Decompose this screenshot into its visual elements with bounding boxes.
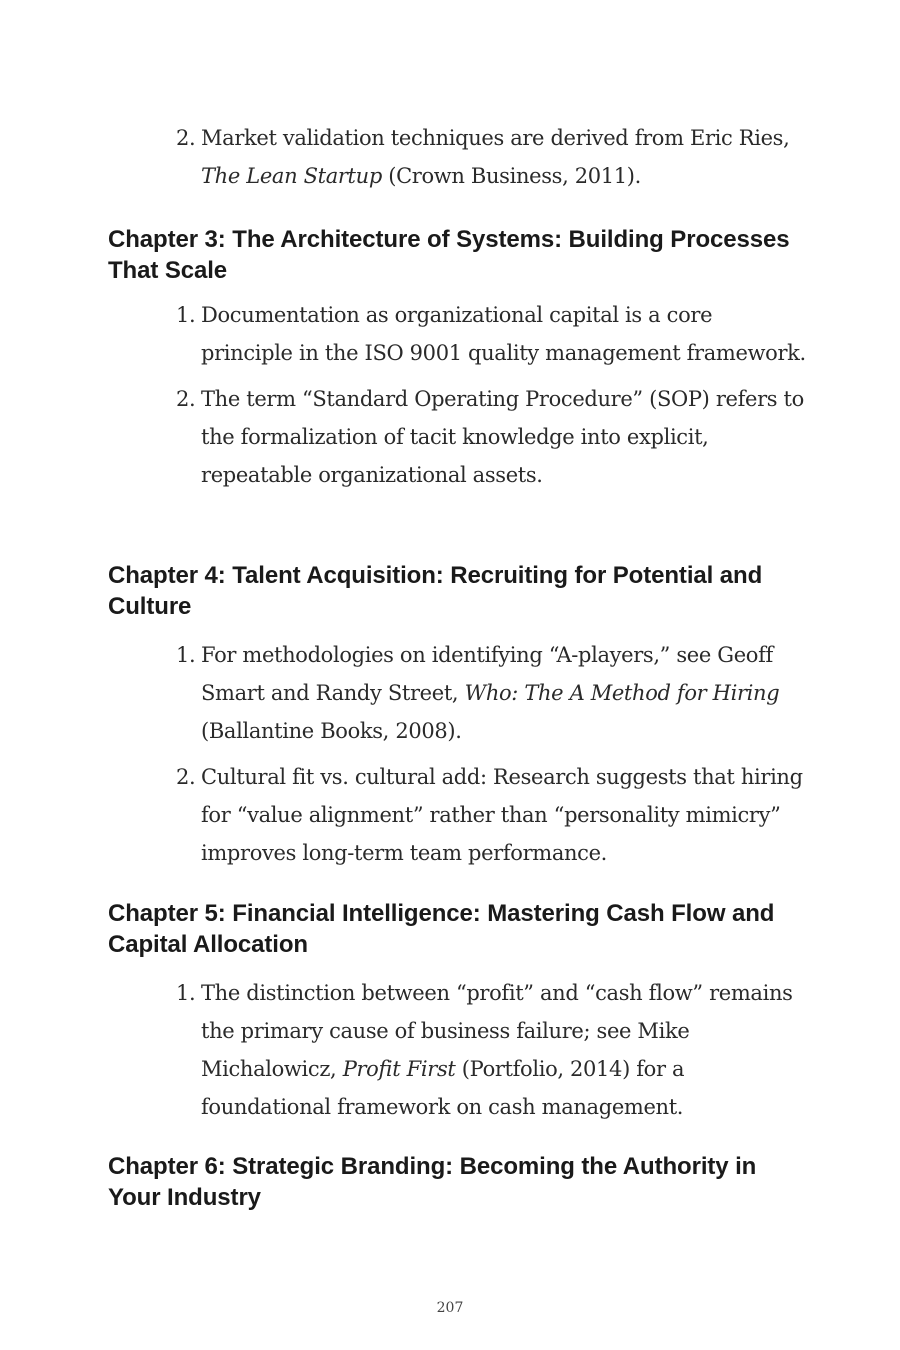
book-title: Who: The A Method for Hiring — [464, 681, 780, 705]
endnote-text: Documentation as organizational capital is a core principle in the ISO 9001 quality management framework. — [201, 303, 806, 365]
chapter-heading: Chapter 6: Strategic Branding: Becoming the Authority in Your Industry — [108, 1153, 757, 1211]
endnote-number: 1. — [176, 303, 196, 327]
endnote-item — [108, 974, 808, 1126]
endnote-item — [108, 296, 808, 372]
chapter-heading: Chapter 5: Financial Intelligence: Mastering Cash Flow and Capital Allocation — [108, 900, 775, 958]
notes-section-chapter-5 — [108, 898, 808, 1126]
endnote-text: For methodologies on identifying “A-players,” see Geoff Smart and Randy Street, — [201, 643, 773, 705]
notes-section — [108, 119, 808, 195]
endnote-text: The distinction between “profit” and “cash flow” remains the primary cause of business failure; see Mike Michalowicz, — [201, 981, 793, 1081]
book-title: Profit First — [342, 1057, 456, 1081]
endnote-number: 2. — [176, 387, 196, 411]
endnote-item — [108, 380, 808, 494]
endnote-list — [108, 296, 808, 494]
endnote-text: Cultural fit vs. cultural add: Research suggests that hiring for “value alignment” rather than “personality mimicry” improves long-term team performance. — [201, 765, 803, 865]
endnote-number: 1. — [176, 981, 196, 1005]
endnote-text: (Crown Business, 2011). — [381, 164, 641, 188]
endnote-number: 2. — [176, 765, 196, 789]
endnote-list — [108, 119, 808, 195]
endnote-number: 1. — [176, 643, 196, 667]
notes-section-chapter-3 — [108, 224, 808, 494]
chapter-heading: Chapter 3: The Architecture of Systems: Building Processes That Scale — [108, 226, 790, 284]
notes-section-chapter-6 — [108, 1151, 808, 1213]
endnote-list — [108, 636, 808, 872]
endnote-text: (Ballantine Books, 2008). — [201, 719, 462, 743]
book-title: The Lean Startup — [201, 164, 382, 188]
endnote-item — [108, 119, 808, 195]
endnote-number: 2. — [176, 126, 196, 150]
endnote-text: (Portfolio, 2014) for a foundational framework on cash management. — [201, 1057, 685, 1119]
endnote-text: Market validation techniques are derived from Eric Ries, — [201, 126, 790, 150]
notes-section-chapter-4 — [108, 560, 808, 872]
page-number: 207 — [436, 1300, 464, 1316]
endnote-item — [108, 758, 808, 872]
endnote-item — [108, 636, 808, 750]
endnote-text: The term “Standard Operating Procedure” (SOP) refers to the formalization of tacit knowledge into explicit, repeatable organizational assets. — [201, 387, 804, 487]
endnote-list — [108, 974, 808, 1126]
chapter-heading: Chapter 4: Talent Acquisition: Recruiting for Potential and Culture — [108, 562, 763, 620]
